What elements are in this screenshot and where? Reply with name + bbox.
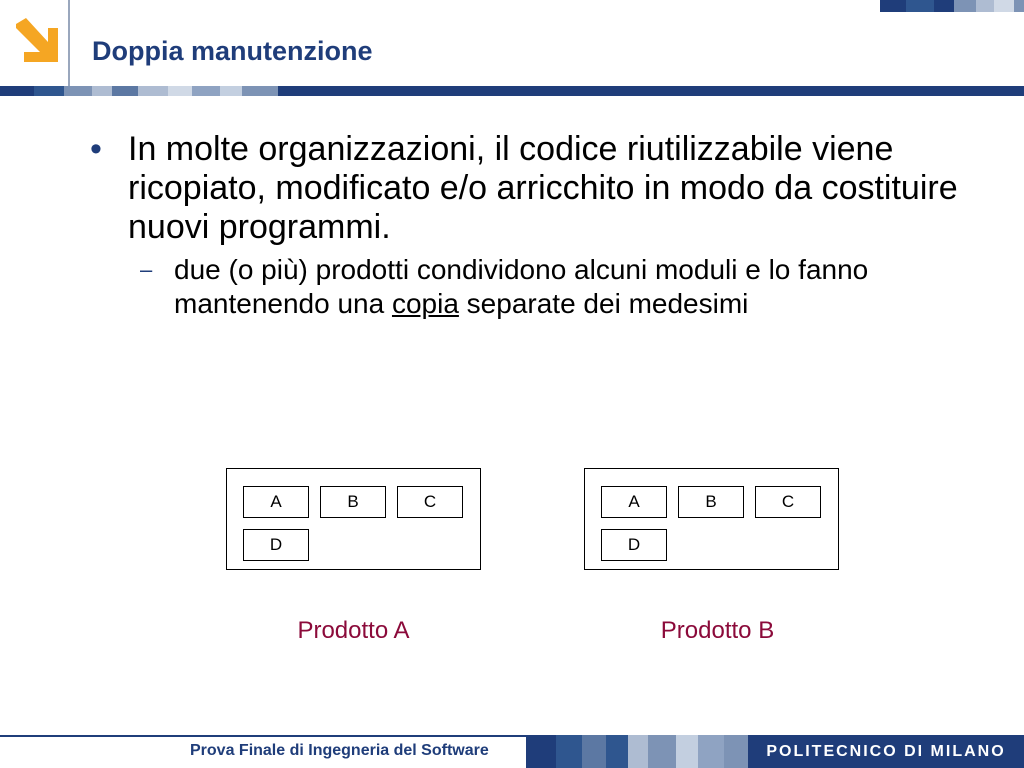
module-box: B	[678, 486, 744, 518]
module-box: A	[243, 486, 309, 518]
product-caption-b: Prodotto B	[660, 617, 775, 644]
sub-bullet-underlined-word: copia	[391, 288, 459, 319]
sub-bullet-text-after: separate dei medesimi	[458, 288, 749, 319]
module-box: C	[397, 486, 463, 518]
module-box: C	[755, 486, 821, 518]
module-box: B	[320, 486, 386, 518]
bullet-item	[90, 130, 1000, 247]
product-box-a	[226, 468, 481, 570]
bullet-text: In molte organizzazioni, il codice riutilizzabile viene ricopiato, modificato e/o arricchito in modo da costituire nuovi programmi.	[128, 130, 958, 246]
bullet-marker: •	[90, 130, 102, 168]
footer-course-title: Prova Finale di Ingegneria del Software	[190, 742, 489, 759]
product-caption-a: Prodotto A	[297, 617, 410, 644]
page-title: Doppia manutenzione	[92, 36, 373, 66]
institution-brand: POLITECNICO DI MILANO	[748, 735, 1024, 768]
dash-marker: –	[140, 257, 153, 282]
sub-bullet-text-before: due (o più) prodotti condividono alcuni moduli e lo fanno mantenendo una	[174, 254, 869, 319]
top-right-decor	[880, 0, 1024, 12]
product-box-b	[584, 468, 839, 570]
footer-band	[526, 735, 748, 768]
sub-bullet-item	[90, 253, 1000, 321]
content-area	[90, 130, 1000, 321]
footer-divider	[0, 735, 526, 737]
header-divider	[68, 0, 70, 86]
header-band	[0, 86, 1024, 96]
module-box: D	[601, 529, 667, 561]
logo-arrow-icon	[10, 14, 62, 70]
module-box: D	[243, 529, 309, 561]
module-box: A	[601, 486, 667, 518]
